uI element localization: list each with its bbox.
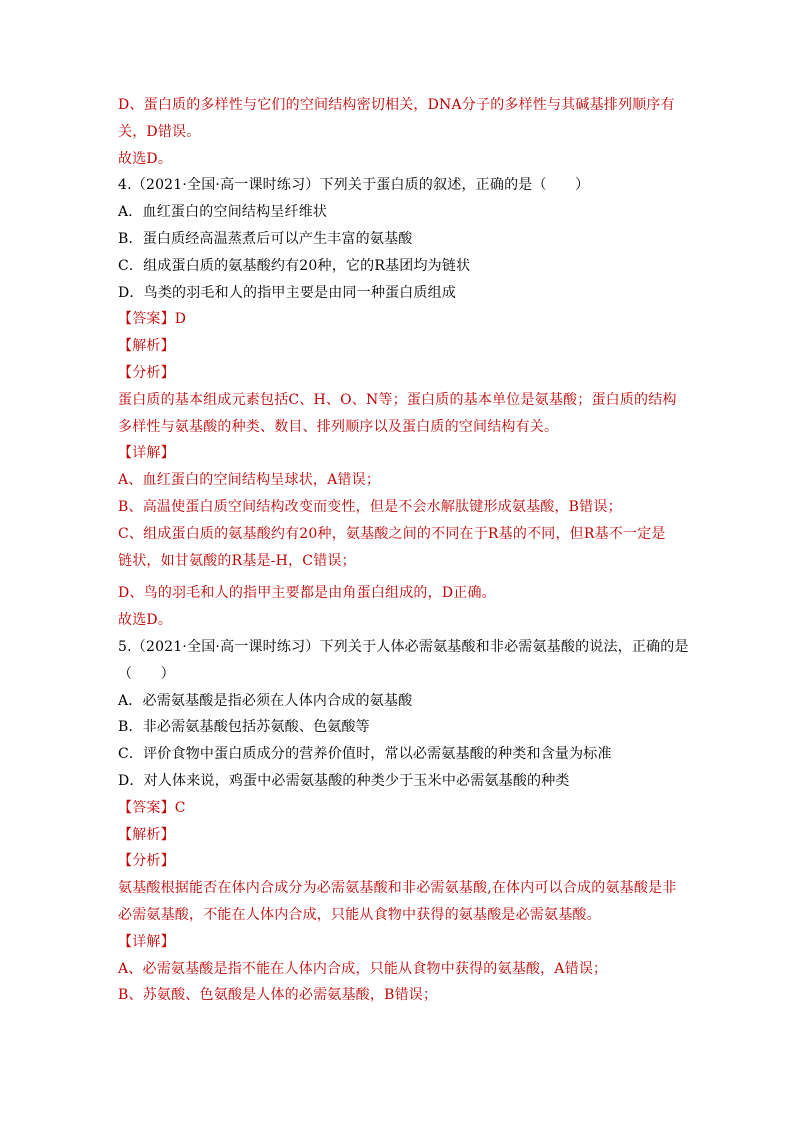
analysis-subheading: 【分析】 (118, 364, 175, 381)
answer-option: C．评价食物中蛋白质成分的营养价值时，常以必需氨基酸的种类和含量为标准 (118, 746, 612, 763)
question-stem: 5.（2021·全国·高一课时练习）下列关于人体必需氨基酸和非必需氨基酸的说法，正确的是 (118, 638, 689, 655)
answer-option: A．血红蛋白的空间结构呈纤维状 (118, 204, 328, 221)
answer-option: A．必需氨基酸是指必须在人体内合成的氨基酸 (118, 692, 413, 709)
answer-option: B．蛋白质经高温蒸煮后可以产生丰富的氨基酸 (118, 230, 413, 247)
text-line: C、组成蛋白质的氨基酸约有20种，氨基酸之间的不同在于R基的不同，但R基不一定是 (118, 525, 666, 542)
text-line: D、蛋白质的多样性与它们的空间结构密切相关，DNA分子的多样性与其碱基排列顺序有 (118, 97, 675, 113)
text-line: 必需氨基酸，不能在人体内合成，只能从食物中获得的氨基酸是必需氨基酸。 (118, 906, 601, 923)
text-line: 故选D。 (118, 612, 173, 629)
text-line: 关，D错误。 (118, 123, 201, 140)
text-line: 蛋白质的基本组成元素包括C、H、O、N等；蛋白质的基本单位是氨基酸；蛋白质的结构 (118, 391, 677, 408)
text-line: 链状，如甘氨酸的R基是-H，C错误； (118, 552, 356, 569)
text-line: A、血红蛋白的空间结构呈球状，A错误； (118, 472, 381, 489)
text-line: B、苏氨酸、色氨酸是人体的必需氨基酸，B错误； (118, 987, 438, 1004)
analysis-heading: 【解析】 (118, 338, 175, 355)
answer-label: 【答案】D (118, 311, 187, 328)
text-line: D、鸟的羽毛和人的指甲主要都是由角蛋白组成的，D正确。 (118, 585, 496, 602)
text-line: B、高温使蛋白质空间结构改变而变性，但是不会水解肽键形成氨基酸，B错误； (118, 498, 622, 515)
text-line: 故选D。 (118, 150, 173, 167)
text-line: 氨基酸根据能否在体内合成分为必需氨基酸和非必需氨基酸,在体内可以合成的氨基酸是非 (118, 880, 677, 897)
analysis-subheading: 【分析】 (118, 853, 175, 870)
explanation-heading: 【详解】 (118, 445, 175, 462)
answer-option: D．对人体来说，鸡蛋中必需氨基酸的种类少于玉米中必需氨基酸的种类 (118, 772, 570, 789)
answer-option: B．非必需氨基酸包括苏氨酸、色氨酸等 (118, 719, 370, 736)
answer-option: D．鸟类的羽毛和人的指甲主要是由同一种蛋白质组成 (118, 284, 457, 301)
text-line: 多样性与氨基酸的种类、数目、排列顺序以及蛋白质的空间结构有关。 (118, 418, 559, 435)
question-stem: 4.（2021·全国·高一课时练习）下列关于蛋白质的叙述，正确的是（ ） (118, 177, 590, 194)
answer-label: 【答案】C (118, 799, 186, 816)
document-body (118, 92, 689, 1009)
explanation-heading: 【详解】 (118, 933, 175, 950)
analysis-heading: 【解析】 (118, 826, 175, 843)
text-line: （ ） (118, 665, 175, 682)
text-line: A、必需氨基酸是指不能在人体内合成，只能从食物中获得的氨基酸，A错误； (118, 960, 608, 977)
answer-option: C．组成蛋白质的氨基酸约有20种，它的R基团均为链状 (118, 257, 471, 274)
